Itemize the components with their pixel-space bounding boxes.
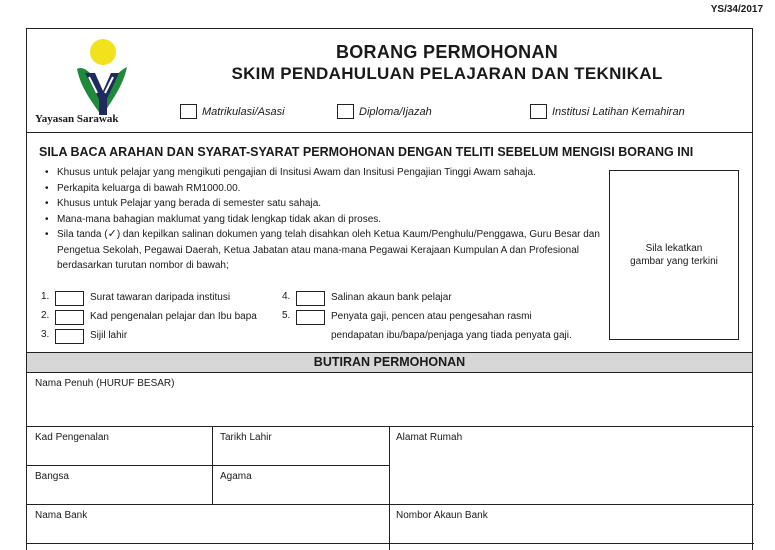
document-label: Kad pengenalan pelajar dan Ibu bapa [90,311,257,322]
document-item-4[interactable] [282,291,452,306]
rule-item: • Khusus untuk Pelajar yang berada di semester satu sahaja. [43,196,603,212]
document-label-line2: pendapatan ibu/bapa/penjaga yang tiada penyata gaji. [331,330,572,341]
document-label: Sijil lahir [90,330,128,341]
document-item-5[interactable] [282,310,572,343]
row-divider [27,543,754,544]
document-number: 5. [282,310,291,321]
yayasan-sarawak-logo-icon [73,37,129,117]
document-label-line1: Penyata gaji, pencen atau pengesahan rasmi [331,311,532,322]
document-checkbox[interactable] [55,329,84,344]
option-label: Matrikulasi/Asasi [202,105,285,118]
row-divider [27,465,389,466]
row-divider [27,426,754,427]
document-item-2[interactable] [41,310,257,325]
row-divider [27,504,754,505]
rule-item [43,227,603,274]
form-reference-code: YS/34/2017 [710,4,763,15]
document-checkbox[interactable] [296,291,325,306]
bank-name-label: Nama Bank [35,510,88,521]
option-institusi-latihan[interactable] [530,104,685,119]
document-label: Salinan akaun bank pelajar [331,292,452,303]
document-checkbox[interactable] [55,310,84,325]
document-checkbox[interactable] [55,291,84,306]
option-checkbox[interactable] [337,104,354,119]
form-title: BORANG PERMOHONAN [335,42,559,62]
document-number: 2. [41,310,50,321]
rule-text-suffix: ) dan kepilkan salinan dokumen yang telah disahkan oleh Ketua Kaum/Penghulu/Penggawa, Guru Besar dan Pengetua Sekolah, Pegawai Daerah, Ketua Jabatan atau mana-mana Pegawai Kerajaan Kumpulan A dan Profesional berdasarkan turutan nombor di bawah; [57,229,600,271]
logo-sun-icon [90,39,116,65]
section-header: BUTIRAN PERMOHONAN [27,352,752,373]
option-matrikulasi[interactable] [180,104,285,119]
option-label: Institusi Latihan Kemahiran [552,105,685,118]
document-item-1[interactable] [41,291,230,306]
form-frame [26,28,753,550]
dob-label: Tarikh Lahir [220,432,272,443]
race-label: Bangsa [35,471,69,482]
rule-item: • Mana-mana bahagian maklumat yang tidak lengkap tidak akan di proses. [43,212,603,228]
option-checkbox[interactable] [530,104,547,119]
document-checkbox[interactable] [296,310,325,325]
option-diploma[interactable] [337,104,432,119]
rules-list [43,165,603,274]
ic-label: Kad Pengenalan [35,432,109,443]
address-label: Alamat Rumah [396,432,463,443]
religion-label: Agama [220,471,252,482]
option-label: Diploma/Ijazah [359,105,432,118]
document-number: 4. [282,291,291,302]
column-divider [212,426,213,504]
document-number: 1. [41,291,50,302]
rule-item: • Perkapita keluarga di bawah RM1000.00. [43,181,603,197]
document-label [331,310,572,343]
document-item-3[interactable] [41,329,127,344]
account-number-label: Nombor Akaun Bank [396,510,488,521]
instruction-notice: SILA BACA ARAHAN DAN SYARAT-SYARAT PERMOHONAN DENGAN TELITI SEBELUM MENGISI BORANG INI [39,145,694,159]
option-checkbox[interactable] [180,104,197,119]
photo-instruction-line1: Sila lekatkan [645,243,703,254]
form-subtitle: SKIM PENDAHULUAN PELAJARAN DAN TEKNIKAL [231,64,663,83]
tick-icon: ✓ [107,228,117,240]
document-label: Surat tawaran daripada institusi [90,292,231,303]
photo-instruction-line2: gambar yang terkini [630,256,718,267]
photo-placeholder [609,170,739,340]
rule-item: • Khusus untuk pelajar yang mengikuti pengajian di Insitusi Awam dan Insitusi Pengajian Tinggi Awam sahaja. [43,165,603,181]
rule-text-prefix: Sila tanda ( [57,229,108,240]
column-divider [389,426,390,550]
document-number: 3. [41,329,50,340]
form-header [27,29,752,133]
full-name-label: Nama Penuh (HURUF BESAR) [35,378,175,389]
organization-name: Yayasan Sarawak [35,113,119,125]
